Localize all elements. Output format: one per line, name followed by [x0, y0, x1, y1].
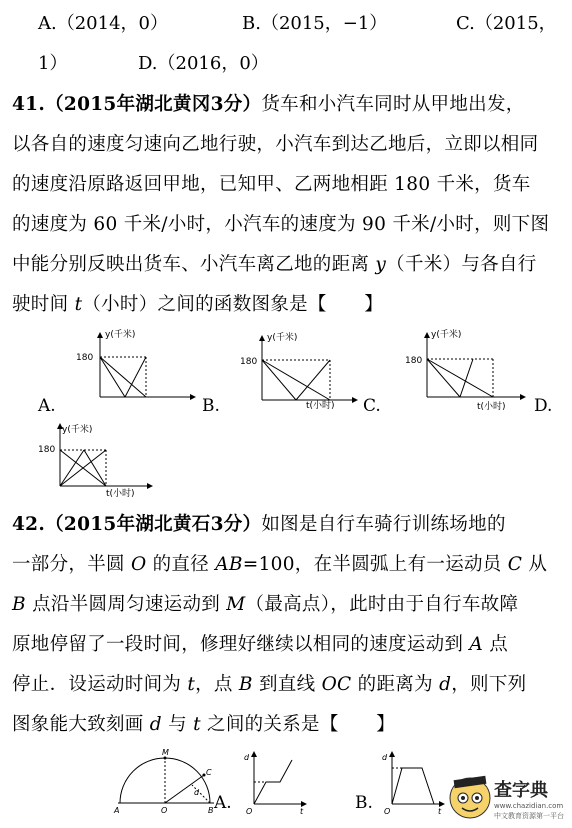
q42-option-b: B. [355, 793, 373, 813]
fig-label-a: A [114, 806, 120, 815]
q42-b-tlabel: t [438, 807, 442, 816]
q41-c-yvalue: 180 [405, 356, 423, 366]
q41-line-5: 中能分别反映出货车、小汽车离乙地的距离 y（千米）与各自行 [12, 254, 537, 275]
watermark-title: 查字典 [494, 780, 548, 801]
q42-number: 42. [12, 514, 46, 535]
q41-d-yvalue: 180 [38, 445, 56, 455]
fig-label-o: O [161, 806, 168, 815]
q41-option-c: C. [363, 396, 381, 416]
q42-line-6: 图象能大致刻画 d 与 t 之间的关系是【 】 [12, 714, 396, 735]
fig-label-c: C [206, 768, 212, 777]
q41-source: （2015年湖北黄冈3分） [45, 94, 262, 115]
q41-line-3: 的速度沿原路返回甲地，已知甲、乙两地相距 180 千米，货车 [12, 174, 531, 195]
fig-label-m: M [162, 748, 169, 757]
watermark-url: www.chazidian.com [494, 802, 564, 810]
q41-c-xlabel: t(小时) [477, 402, 506, 410]
q41-number: 41. [12, 94, 46, 115]
watermark-tagline: 中文教育资源第一平台 [494, 812, 564, 820]
fig-label-b: B [208, 806, 214, 815]
q42-a-dlabel: d [244, 753, 250, 762]
q41-graph-b [232, 330, 362, 410]
q42-semicircle-figure [110, 745, 220, 815]
q42-source: （2015年湖北黄石3分） [45, 514, 262, 535]
q42-b-dlabel: d [382, 753, 388, 762]
q42-line-5: 停止．设运动时间为 t，点 B 到直线 OC 的距离为 d，则下列 [12, 674, 527, 695]
q41-graph-c [395, 325, 530, 410]
q42-option-a: A. [214, 793, 232, 813]
prev-option-b: B.（2015，−1） [242, 13, 388, 34]
q41-option-b: B. [202, 396, 220, 416]
q41-b-xlabel: t(小时) [306, 401, 335, 410]
q41-d-ylabel: y(千米) [62, 425, 93, 435]
q42-b-olabel: O [384, 807, 391, 816]
chazidian-watermark [448, 772, 566, 824]
q41-a-yvalue: 180 [76, 353, 94, 363]
q42-line-4: 原地停留了一段时间，修理好继续以相同的速度运动到 A 点 [12, 634, 509, 655]
q42-a-olabel: O [246, 807, 253, 816]
q41-line-4: 的速度为 60 千米/小时，小汽车的速度为 90 千米/小时，则下图 [12, 214, 550, 235]
prev-option-a: A.（2014，0） [38, 13, 168, 34]
q41-b-ylabel: y(千米) [267, 333, 298, 343]
q42-a-tlabel: t [300, 807, 304, 816]
q42-line-1: 42.（2015年湖北黄石3分）如图是自行车骑行训练场地的 [12, 514, 506, 535]
q41-d-xlabel: t(小时) [106, 489, 135, 499]
q42-line-3: B 点沿半圆周匀速运动到 M（最高点），此时由于自行车故障 [12, 594, 519, 615]
q41-graph-a [70, 325, 200, 405]
fig-label-d: d [194, 788, 200, 797]
q41-line-6: 驶时间 t（小时）之间的函数图象是【 】 [12, 294, 384, 315]
prev-option-c-cont: 1） [38, 53, 68, 74]
q41-line-2: 以各自的速度匀速向乙地行驶，小汽车到达乙地后，立即以相同 [12, 134, 539, 155]
prev-option-d: D.（2016，0） [138, 53, 269, 74]
q41-line-1: 41.（2015年湖北黄冈3分）货车和小汽车同时从甲地出发， [12, 94, 525, 115]
q41-option-a: A. [38, 396, 56, 416]
q42-graph-b [378, 748, 448, 818]
q42-graph-a [240, 748, 310, 818]
q41-c-ylabel: y(千米) [431, 330, 462, 340]
q42-line-2: 一部分，半圆 O 的直径 AB=100，在半圆弧上有一运动员 C 从 [12, 554, 548, 575]
q41-a-ylabel: y(千米) [105, 330, 136, 340]
prev-option-c: C.（2015， [456, 13, 557, 34]
q41-b-yvalue: 180 [240, 357, 258, 367]
q41-option-d: D. [534, 396, 553, 416]
q41-graph-d [32, 420, 172, 500]
